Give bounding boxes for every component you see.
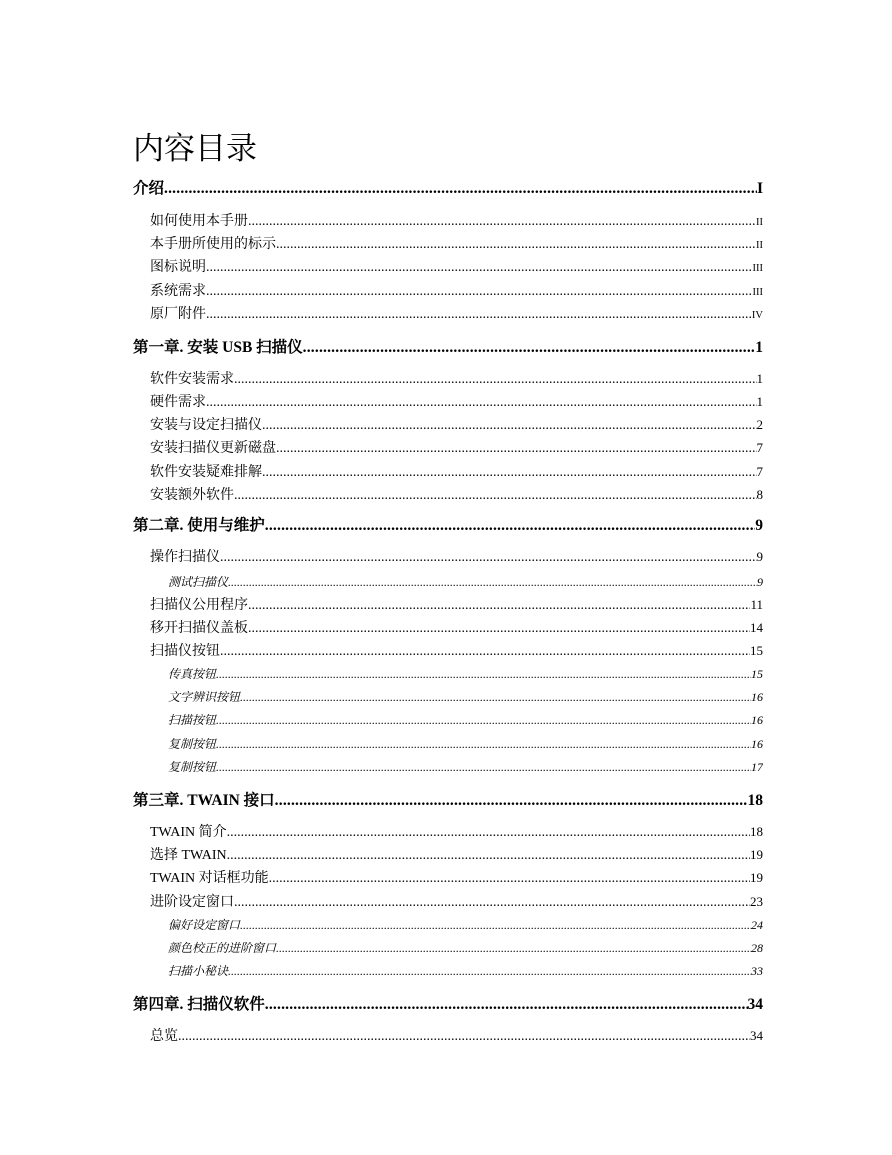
toc-entry-page-number: 18 (750, 824, 763, 839)
toc-entry-page-number: 15 (751, 667, 763, 681)
toc-entry-page-number: 16 (751, 713, 763, 727)
toc-entry-page-number: 9 (756, 549, 763, 564)
dot-leader (276, 237, 756, 253)
toc-entry-label: TWAIN 简介 (150, 825, 227, 840)
toc-section-entry[interactable] (150, 891, 763, 911)
dot-leader (269, 871, 750, 887)
toc-section-entry[interactable] (150, 844, 763, 864)
toc-section-entry[interactable] (150, 617, 763, 637)
toc-entry-label: 第二章. 使用与维护 (133, 517, 265, 534)
dot-leader (265, 996, 748, 1014)
dot-leader (228, 575, 757, 590)
dot-leader (216, 760, 751, 775)
dot-leader (216, 667, 751, 682)
toc-entry-page-number: 15 (750, 643, 763, 658)
toc-entry-page-number: 34 (747, 996, 763, 1013)
toc-entry-label: 本手册所使用的标示 (150, 237, 276, 252)
toc-entry-page-number: 1 (756, 394, 763, 409)
toc-entry-label: 图标说明 (150, 260, 206, 275)
toc-subsection-entry[interactable] (168, 939, 763, 956)
dot-leader (206, 307, 752, 323)
dot-leader (248, 598, 750, 614)
toc-section-entry[interactable] (150, 368, 763, 388)
toc-entry-label: 第一章. 安装 USB 扫描仪 (133, 339, 303, 356)
toc-entry-page-number: 1 (756, 371, 763, 386)
toc-entry-page-number: III (752, 287, 763, 298)
toc-entry-label: 原厂附件 (150, 307, 206, 322)
toc-section-entry[interactable] (150, 461, 763, 481)
toc-entry-label: 扫描仪公用程序 (150, 598, 248, 613)
toc-entry-label: 系统需求 (150, 284, 206, 299)
toc-subsection-entry[interactable] (168, 573, 763, 590)
toc-entry-label: 选择 TWAIN (150, 848, 227, 863)
toc-subsection-entry[interactable] (168, 665, 763, 682)
toc-chapter-entry[interactable] (133, 788, 763, 810)
toc-entry-label: 软件安装疑难排解 (150, 465, 262, 480)
toc-entry-page-number: 9 (755, 517, 763, 534)
toc-section-entry[interactable] (150, 414, 763, 434)
toc-entry-label: 复制按钮 (168, 737, 217, 751)
toc-entry-page-number: 8 (756, 487, 763, 502)
toc-entry-label: 总览 (150, 1029, 178, 1044)
toc-entry-label: 复制按钮 (168, 760, 217, 774)
toc-entry-label: 第四章. 扫描仪软件 (133, 996, 265, 1013)
toc-section-entry[interactable] (150, 640, 763, 660)
dot-leader (227, 825, 750, 841)
toc-entry-page-number: 16 (751, 690, 763, 704)
toc-entry-label: 安装与设定扫描仪 (150, 418, 262, 433)
toc-section-entry[interactable] (150, 594, 763, 614)
dot-leader (303, 339, 756, 357)
toc-chapter-entry[interactable] (133, 992, 763, 1014)
dot-leader (220, 550, 757, 566)
toc-section-entry[interactable] (150, 256, 763, 276)
dot-leader (234, 372, 757, 388)
toc-subsection-entry[interactable] (168, 758, 763, 775)
toc-entry-label: TWAIN 对话框功能 (150, 871, 269, 886)
toc-entry-label: 扫描仪按钮 (150, 644, 220, 659)
dot-leader (228, 964, 751, 979)
toc-section-entry[interactable] (150, 233, 763, 253)
toc-entry-label: 扫描按钮 (168, 713, 217, 727)
toc-entry-page-number: 7 (756, 464, 763, 479)
dot-leader (234, 895, 750, 911)
toc-entry-page-number: 28 (751, 941, 763, 955)
page-title: 内容目录 (133, 131, 257, 167)
toc-entry-label: 颜色校正的进阶窗口 (168, 941, 277, 955)
toc-entry-page-number: I (756, 180, 763, 197)
toc-entry-label: 如何使用本手册 (150, 214, 248, 229)
toc-subsection-entry[interactable] (168, 735, 763, 752)
toc-section-entry[interactable] (150, 821, 763, 841)
toc-entry-label: 扫描小秘诀 (168, 964, 229, 978)
dot-leader (262, 465, 757, 481)
toc-subsection-entry[interactable] (168, 711, 763, 728)
toc-entry-page-number: 18 (747, 792, 763, 809)
toc-section-entry[interactable] (150, 484, 763, 504)
toc-entry-label: 进阶设定窗口 (150, 895, 234, 910)
dot-leader (220, 644, 750, 660)
dot-leader (206, 260, 753, 276)
toc-entry-page-number: 9 (757, 575, 763, 589)
toc-entry-page-number: 16 (751, 737, 763, 751)
dot-leader (248, 621, 750, 637)
toc-entry-page-number: 17 (751, 760, 763, 774)
toc-entry-label: 硬件需求 (150, 395, 206, 410)
toc-section-entry[interactable] (150, 210, 763, 230)
toc-entry-page-number: 1 (755, 339, 763, 356)
toc-entry-page-number: 34 (750, 1028, 763, 1043)
toc-entry-label: 传真按钮 (168, 667, 217, 681)
dot-leader (216, 713, 751, 728)
dot-leader (240, 918, 751, 933)
dot-leader (240, 690, 751, 705)
toc-section-entry[interactable] (150, 867, 763, 887)
toc-subsection-entry[interactable] (168, 962, 763, 979)
toc-entry-label: 介绍 (133, 180, 165, 197)
toc-entry-label: 文字辨识按钮 (168, 690, 241, 704)
dot-leader (164, 180, 757, 198)
dot-leader (276, 941, 751, 956)
toc-chapter-entry[interactable] (133, 335, 763, 357)
dot-leader (206, 395, 757, 411)
toc-entry-label: 操作扫描仪 (150, 550, 220, 565)
toc-entry-page-number: 2 (756, 417, 763, 432)
toc-entry-page-number: 24 (751, 918, 763, 932)
toc-subsection-entry[interactable] (168, 916, 763, 933)
toc-entry-page-number: IV (751, 310, 763, 321)
toc-section-entry[interactable] (150, 546, 763, 566)
dot-leader (234, 488, 757, 504)
dot-leader (275, 792, 748, 810)
dot-leader (248, 214, 756, 230)
toc-entry-page-number: 33 (751, 964, 763, 978)
toc-entry-page-number: 19 (750, 870, 763, 885)
toc-entry-label: 移开扫描仪盖板 (150, 621, 248, 636)
dot-leader (276, 441, 757, 457)
toc-entry-page-number: 19 (750, 847, 763, 862)
dot-leader (206, 284, 753, 300)
toc-entry-page-number: III (752, 263, 763, 274)
dot-leader (227, 848, 750, 864)
toc-entry-label: 软件安装需求 (150, 372, 234, 387)
toc-section-entry[interactable] (150, 303, 763, 323)
dot-leader (216, 737, 751, 752)
toc-entry-page-number: 14 (750, 620, 763, 635)
toc-entry-label: 测试扫描仪 (168, 575, 229, 589)
toc-entry-page-number: II (756, 240, 763, 251)
toc-section-entry[interactable] (150, 391, 763, 411)
toc-entry-page-number: II (756, 217, 763, 228)
toc-section-entry[interactable] (150, 280, 763, 300)
toc-entry-page-number: 7 (756, 440, 763, 455)
toc-subsection-entry[interactable] (168, 688, 763, 705)
toc-chapter-entry[interactable] (133, 513, 763, 535)
toc-section-entry[interactable] (150, 437, 763, 457)
toc-entry-label: 偏好设定窗口 (168, 918, 241, 932)
dot-leader (262, 418, 757, 434)
toc-chapter-entry[interactable] (133, 176, 763, 198)
toc-section-entry[interactable] (150, 1025, 763, 1045)
dot-leader (178, 1029, 750, 1045)
toc-entry-label: 安装扫描仪更新磁盘 (150, 441, 276, 456)
dot-leader (265, 517, 755, 535)
toc-entry-label: 安装额外软件 (150, 488, 234, 503)
toc-entry-label: 第三章. TWAIN 接口 (133, 792, 275, 809)
toc-entry-page-number: 23 (750, 894, 763, 909)
toc-entry-page-number: 11 (750, 597, 763, 612)
